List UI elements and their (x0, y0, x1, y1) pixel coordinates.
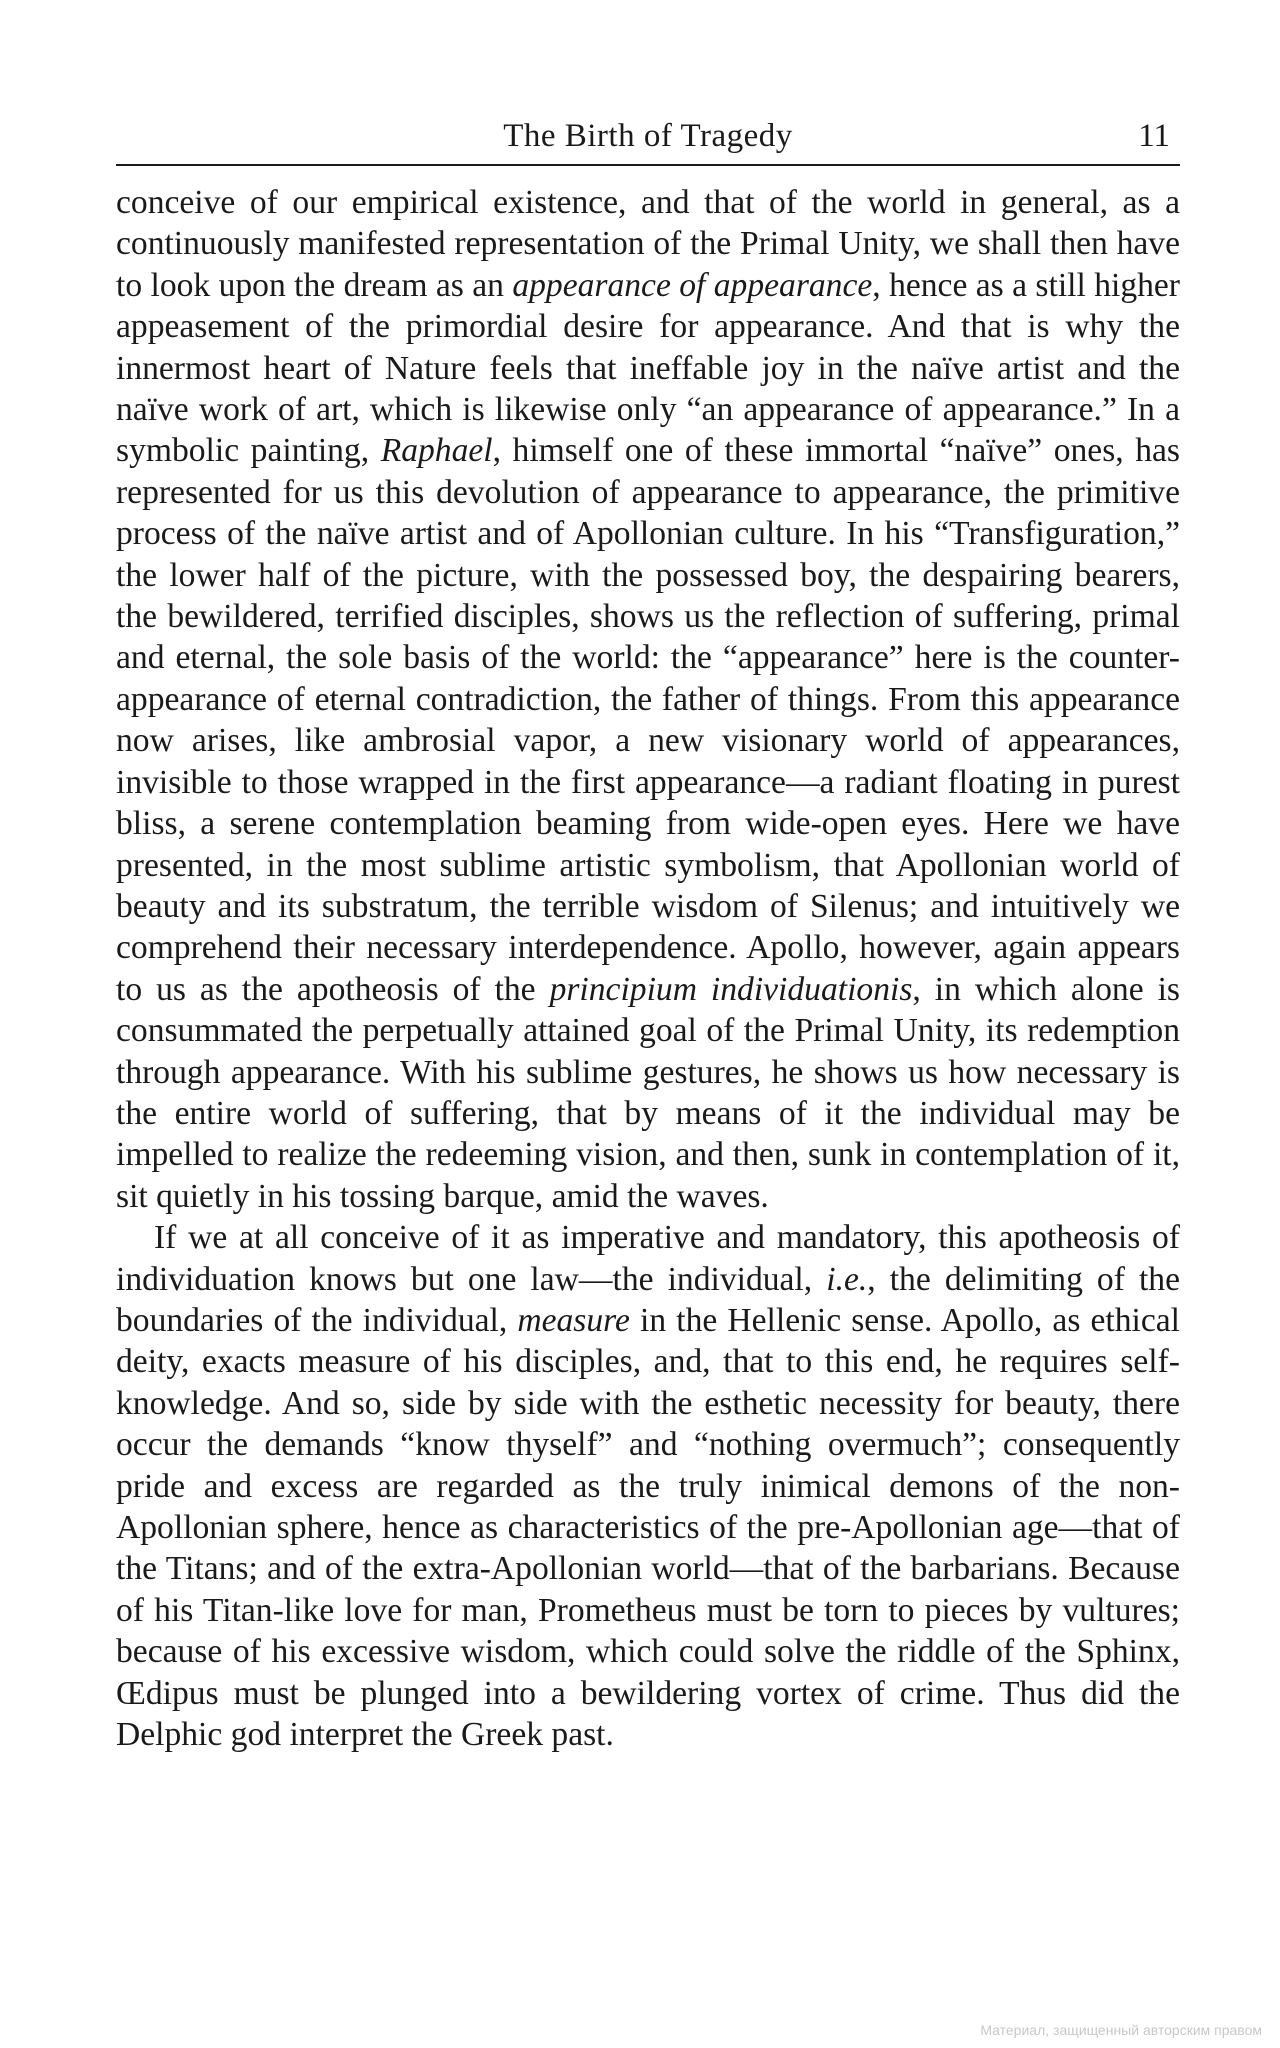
italic-text: Raphael (380, 432, 493, 470)
text-run: , in which alone is consummated the perpetually attained goal of the Primal Unity, its redemption through appearance. With his sublime gestures, he shows us how necessary is the entire world of suffering, that by means of it the individual may be impelled to realize the redeeming vision, and then, sunk in contemplation of it, sit quietly in his tossing barque, amid the waves. (116, 970, 1180, 1215)
italic-text: principium individuationis (549, 970, 913, 1008)
italic-text: measure (517, 1301, 630, 1339)
text-run: , hence as a still higher appeasement of the primordial desire for appearance. And that is why the innermost heart of Nature feels that ineffable joy in the naïve artist and the naïve work of art, which is likewise only “an appearance of appearance.” In a symbolic painting, (116, 266, 1180, 470)
running-header (116, 112, 1180, 166)
book-page (116, 112, 1180, 1755)
paragraph (116, 1217, 1180, 1755)
page-number: 11 (1138, 118, 1170, 154)
text-run: , himself one of these immortal “naïve” ones, has represented for us this devolution of appearance to appearance, the primitive process of the naïve artist and of Apollonian culture. In his “Transfiguration,” the lower half of the picture, with the possessed boy, the despairing bearers, the bewildered, terrified disciples, shows us the reflection of suffering, primal and eternal, the sole basis of the world: the “appearance” here is the counter-appearance of eternal contradiction, the father of things. From this appearance now arises, like ambrosial vapor, a new visionary world of appearances, invisible to those wrapped in the first appearance—a radiant floating in purest bliss, a serene contemplation beaming from wide-open eyes. Here we have presented, in the most sublime artistic symbolism, that Apollonian world of beauty and its substratum, the terrible wisdom of Silenus; and intuitively we comprehend their necessary interdependence. Apollo, however, again appears to us as the apotheosis of the (116, 432, 1180, 1008)
copyright-watermark: Материал, защищенный авторским правом (980, 2022, 1262, 2038)
text-run: , the delimiting of the boundaries of the individual, (116, 1260, 1180, 1339)
italic-text: appearance of appearance (512, 266, 873, 304)
body-text (116, 182, 1180, 1755)
text-run: in the Hellenic sense. Apollo, as ethical deity, exacts measure of his disciples, and, that to this end, he requires self-knowledge. And so, side by side with the esthetic necessity for beauty, there occur the demands “know thyself” and “nothing overmuch”; consequently pride and excess are regarded as the truly inimical demons of the non-Apollonian sphere, hence as characteristics of the pre-Apollonian age—that of the Titans; and of the extra-Apollonian world—that of the barbarians. Because of his Titan-like love for man, Prometheus must be torn to pieces by vultures; because of his excessive wisdom, which could solve the riddle of the Sphinx, Œdipus must be plunged into a bewildering vortex of crime. Thus did the Delphic god interpret the Greek past. (116, 1301, 1180, 1754)
running-title: The Birth of Tragedy (503, 118, 793, 154)
italic-text: i.e. (826, 1260, 868, 1298)
text-run: If we at all conceive of it as imperative and mandatory, this apotheosis of individuation knows but one law—the individual, (116, 1219, 1180, 1298)
text-run: conceive of our empirical existence, and that of the world in general, as a continuously manifested representation of the Primal Unity, we shall then have to look upon the dream as an (116, 184, 1180, 304)
paragraph (116, 182, 1180, 1217)
